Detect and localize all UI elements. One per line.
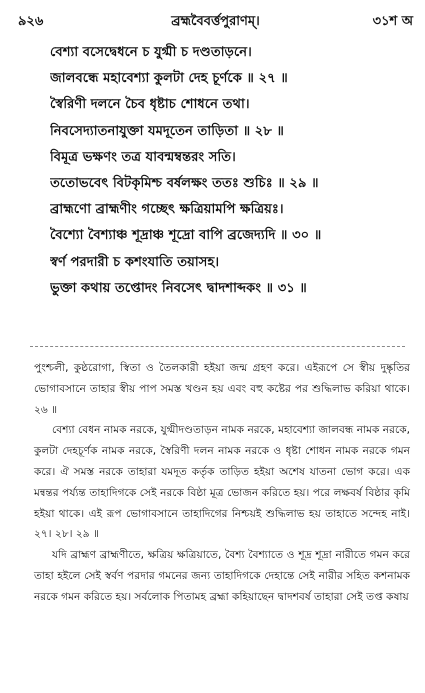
commentary-text — [34, 358, 410, 608]
verse-line: বৈশ্যো বৈশ্যাঞ্চ শূদ্রাঞ্চ শূদ্রো বাপি ব্রজেদ্যদি ॥ ৩০ ॥ — [50, 228, 322, 244]
page-number: ৯২৬ — [18, 14, 44, 29]
sanskrit-verses — [50, 40, 417, 302]
verse-line: নিবসেদ্যাতনাযুক্তা যমদূতেন তাড়িতা ॥ ২৮ ॥ — [50, 123, 284, 139]
verse-line: বিমূত্র ভক্ষণং তত্র যাবন্মম্বন্তরং সতি। — [50, 149, 236, 165]
verse-line: স্বর্ণ পরদারী চ কশংযাতি তয়াসহ। — [50, 254, 220, 270]
commentary-paragraph: বেশ্যা বেধন নামক নরকে, যুগ্মীদণ্ডতাড়ন নামক নরকে, মহাবেশ্যা জালবন্ধ নামক নরকে, কুলটা দেহচূর্ণক নামক নরকে, স্বৈরিণী দলন নামক নরকে ও ধৃষ্টা শোধন নামক নরকে গমন করে। ঐ সমস্ত নরকে তাহারা যমদূত কর্তৃক তাড়িত হইয়া অশেষ যাতনা ভোগ করে। এক মন্বন্তর পর্য্যন্ত তাহাদিগকে সেই নরকে বিষ্ঠা মূত্র ভোজন করিতে হয়। পরে লক্ষবর্ষ বিষ্ঠার কৃমি হইয়া থাকে। এই রূপ ভোগাবসানে তাহাদিগের নিশ্চয়ই শুদ্ধিলাভ হয় তাহাতে সন্দেহ নাই। ২৭। ২৮। ২৯ ॥ — [34, 424, 410, 541]
verse-line: স্বৈরিণী দলনে চৈব ধৃষ্টাচ শোধনে তথা। — [50, 97, 250, 113]
commentary-paragraph: যদি ব্রাহ্মণ ব্রাহ্মণীতে, ক্ষত্রিয় ক্ষত্রিয়াতে, বৈশ্য বৈশ্যাতে ও শূদ্র শূদ্রা নারীতে গমন করে তাহা হইলে সেই স্বর্বণ পরদার গমনের জন্য তাহাদিগকে দেহান্তে সেই নারীর সহিত কশনামক নরকে গমন করিতে হয়। সর্বলোক পিতামহ ব্রহ্মা কহিয়াছেন দ্বাদশবর্ষ তাহারা সেই তপ্ত কষায় — [34, 549, 410, 603]
chapter-label: ৩১শ অ — [372, 14, 413, 29]
verse-line: ততোভবেৎ বিটকৃমিশ্চ বর্ষলক্ষং ততঃ শুচিঃ ॥ ২৯ ॥ — [50, 175, 319, 191]
verse-line: ব্রাহ্মণো ব্রাহ্মণীং গচ্ছেৎ ক্ষত্রিয়ামপি ক্ষত্রিয়ঃ। — [50, 202, 284, 218]
verse-line: বেশ্যা বসেদ্বেধনে চ যুগ্মী চ দণ্ডতাড়নে। — [50, 45, 252, 60]
section-divider — [30, 346, 405, 347]
commentary-paragraph: পুংশ্চলী, কুষ্ঠরোগা, স্বিতা ও তৈলকারী হইয়া জন্ম গ্রহণ করে। এইরূপে সে স্বীয় দুষ্কৃতির ভোগাবসানে তাহার স্বীয় পাপ সমস্ত খণ্ডন হয় এবং বহু কষ্টের পর শুদ্ধিলাভ করিয়া থাকে। ২৬ ॥ — [34, 362, 410, 416]
verse-line: ভুক্তা কথায় তপ্তোদং নিবসেৎ দ্বাদশাব্দকং ॥ ৩১ ॥ — [50, 280, 307, 296]
running-title: ব্রহ্মবৈবর্ত্তপুরাণম্। — [171, 14, 260, 29]
verse-line: জালবন্ধে মহাবেশ্যা কুলটা দেহ চূর্ণকে ॥ ২৭ ॥ — [50, 71, 288, 87]
page-header — [18, 10, 413, 32]
